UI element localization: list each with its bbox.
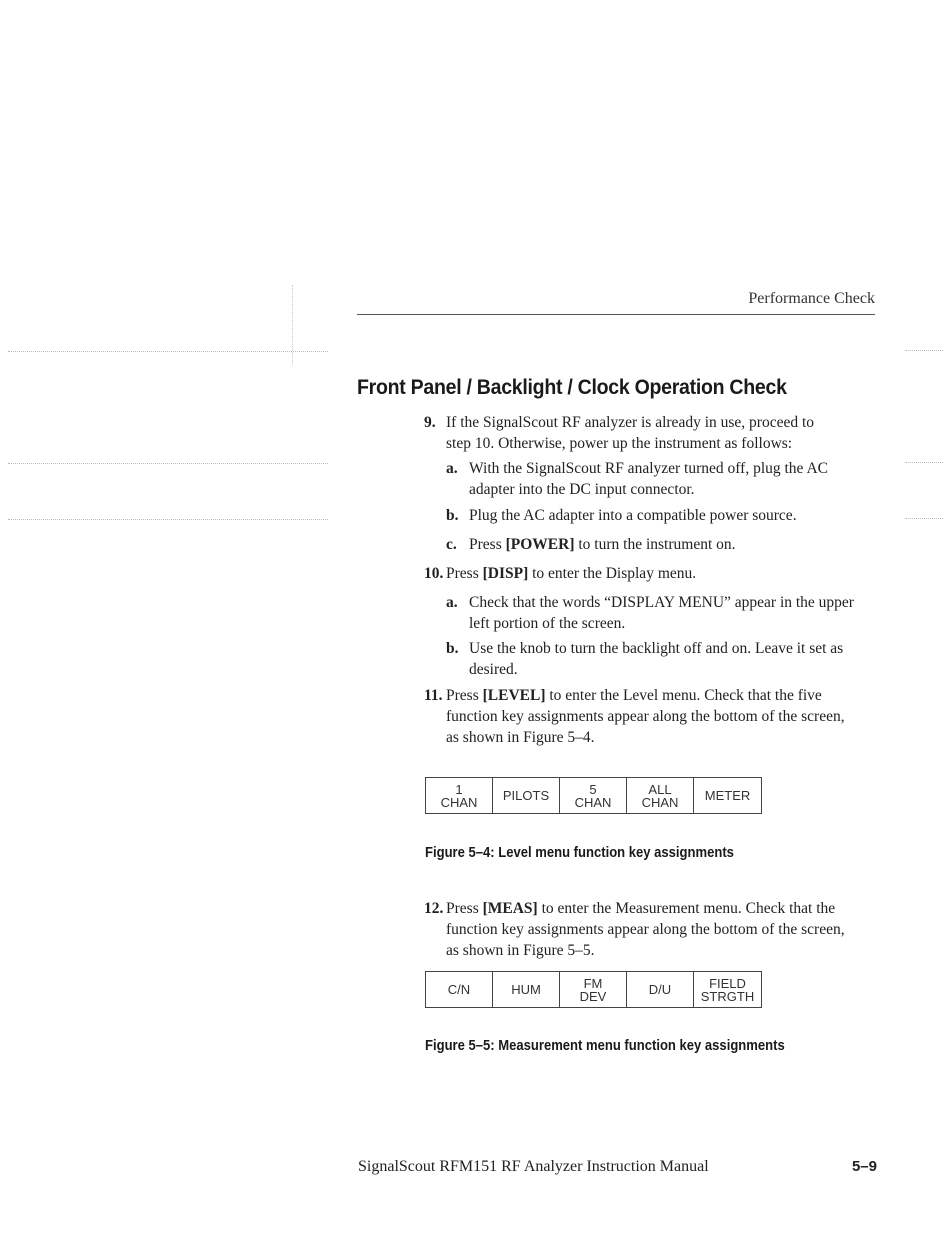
measurement-menu-function-keys xyxy=(425,971,762,1008)
step-text: Plug the AC adapter into a compatible power source. xyxy=(469,507,797,524)
margin-mark xyxy=(292,285,293,365)
step-text: to enter the Display menu. xyxy=(528,565,697,582)
step-text: step 10. Otherwise, power up the instrument as follows: xyxy=(446,435,793,452)
substep-label: b. xyxy=(446,640,459,657)
footer-title: SignalScout RFM151 RF Analyzer Instruction Manual xyxy=(358,1158,709,1175)
substep-label: c. xyxy=(446,536,457,553)
step-9a xyxy=(446,458,886,500)
fkey-line: DEV xyxy=(579,988,607,1004)
fkey-all-chan xyxy=(627,778,694,813)
level-menu-function-keys xyxy=(425,777,762,814)
fkey-line: STRGTH xyxy=(700,988,755,1004)
step-10 xyxy=(424,563,884,584)
fkey-5-chan xyxy=(560,778,627,813)
fkey-line: 5 xyxy=(589,781,597,797)
step-number: 11. xyxy=(424,687,443,704)
substep-label: a. xyxy=(446,594,458,611)
key-disp: [DISP] xyxy=(482,565,529,582)
fkey-line: HUM xyxy=(511,982,541,997)
step-text: Check that the words “DISPLAY MENU” appear in the upper xyxy=(469,594,854,611)
step-text: left portion of the screen. xyxy=(469,615,626,632)
page-number: 5–9 xyxy=(851,1158,877,1175)
step-text: Press xyxy=(446,900,483,917)
step-number: 12. xyxy=(424,900,444,917)
margin-rule xyxy=(8,463,328,464)
step-text: With the SignalScout RF analyzer turned off, plug the AC xyxy=(469,460,828,477)
key-level: [LEVEL] xyxy=(482,687,546,704)
fkey-line: PILOTS xyxy=(502,788,550,803)
fkey-line: 1 xyxy=(455,781,463,797)
step-9c xyxy=(446,534,886,555)
fkey-line: CHAN xyxy=(440,794,478,810)
fkey-line: FM xyxy=(583,975,603,991)
fkey-field-strgth xyxy=(694,972,761,1007)
margin-rule xyxy=(905,350,943,351)
substep-label: a. xyxy=(446,460,458,477)
step-text: Press xyxy=(469,536,506,553)
margin-rule xyxy=(905,518,943,519)
fkey-line: CHAN xyxy=(641,794,679,810)
key-meas: [MEAS] xyxy=(482,900,538,917)
step-text: as shown in Figure 5–5. xyxy=(446,942,595,959)
fkey-line: METER xyxy=(704,788,751,803)
step-text: function key assignments appear along the bottom of the screen, xyxy=(446,921,845,938)
fkey-line: CHAN xyxy=(574,794,612,810)
fkey-meter xyxy=(694,778,761,813)
step-number: 10. xyxy=(424,565,444,582)
fkey-d-u xyxy=(627,972,694,1007)
step-text: If the SignalScout RF analyzer is already in use, proceed to xyxy=(446,414,815,431)
step-text: adapter into the DC input connector. xyxy=(469,481,695,498)
fkey-1-chan xyxy=(426,778,493,813)
fkey-line: FIELD xyxy=(709,975,746,991)
fkey-line: C/N xyxy=(447,982,471,997)
step-text: Press xyxy=(446,687,483,704)
fkey-fm-dev xyxy=(560,972,627,1007)
section-title: Front Panel / Backlight / Clock Operation Check xyxy=(357,376,787,399)
running-header: Performance Check xyxy=(748,290,875,307)
step-text: to turn the instrument on. xyxy=(574,536,736,553)
substep-label: b. xyxy=(446,507,459,524)
figure-caption: Figure 5–4: Level menu function key assignments xyxy=(425,845,734,861)
fkey-c-n xyxy=(426,972,493,1007)
fkey-line: D/U xyxy=(648,982,672,997)
step-12 xyxy=(424,898,884,961)
fkey-line: ALL xyxy=(648,781,672,797)
step-9 xyxy=(424,412,884,454)
step-text: to enter the Level menu. Check that the five xyxy=(545,687,822,704)
step-text: desired. xyxy=(469,661,518,678)
step-text: function key assignments appear along the bottom of the screen, xyxy=(446,708,845,725)
step-number: 9. xyxy=(424,414,436,431)
fkey-hum xyxy=(493,972,560,1007)
margin-rule xyxy=(8,519,328,520)
key-power: [POWER] xyxy=(505,536,575,553)
figure-caption: Figure 5–5: Measurement menu function key assignments xyxy=(425,1038,785,1054)
step-10a xyxy=(446,592,886,634)
margin-rule xyxy=(905,462,943,463)
step-text: Press xyxy=(446,565,483,582)
step-text: Use the knob to turn the backlight off and on. Leave it set as xyxy=(469,640,844,657)
step-9b xyxy=(446,505,886,526)
step-11 xyxy=(424,685,884,748)
step-text: to enter the Measurement menu. Check that the xyxy=(537,900,836,917)
header-rule xyxy=(357,314,875,315)
fkey-pilots xyxy=(493,778,560,813)
step-text: as shown in Figure 5–4. xyxy=(446,729,595,746)
margin-rule xyxy=(8,351,328,352)
step-10b xyxy=(446,638,886,680)
